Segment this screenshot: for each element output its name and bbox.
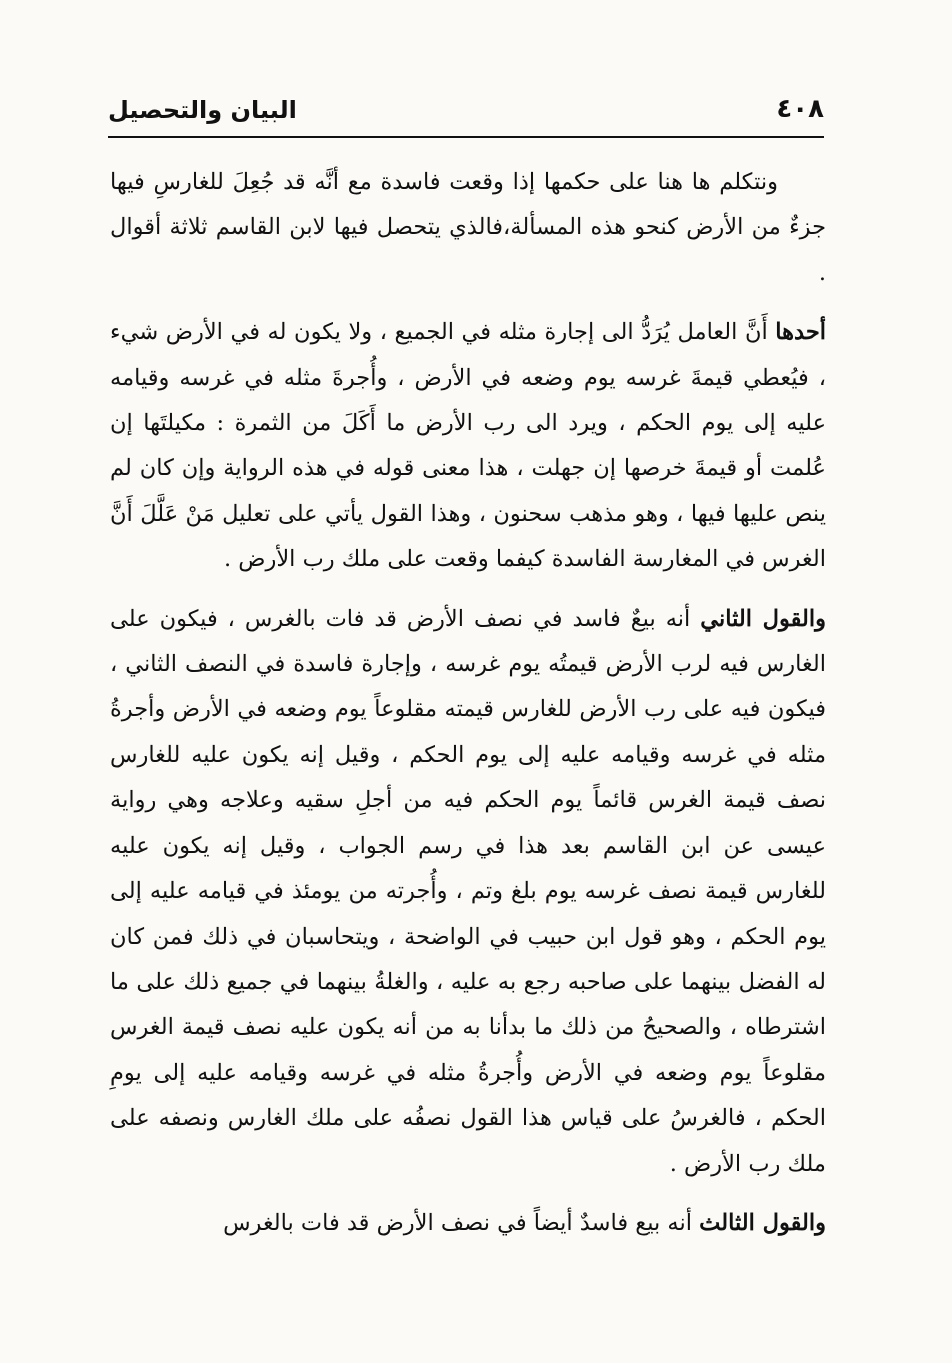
paragraph-second-opinion: [110, 597, 826, 1187]
paragraph-text: ونتكلم ها هنا على حكمها إذا وقعت فاسدة مع أنَّه قد جُعِلَ للغارسِ فيها جزءٌ من الأرض كنحو هذه المسألة،فالذي يتحصل فيها لابن القاسم ثلاثة أقوال .: [110, 169, 826, 286]
paragraph-first-opinion: [110, 310, 826, 582]
running-title: البيان والتحصيل: [108, 96, 297, 124]
paragraph-third-opinion: [110, 1201, 826, 1246]
page-header: [108, 92, 824, 138]
paragraph-intro: [110, 160, 826, 296]
paragraph-lead: والقول الثالث: [699, 1209, 826, 1236]
paragraph-lead: والقول الثاني: [700, 605, 826, 632]
paragraph-text: أنه بيع فاسدٌ أيضاً في نصف الأرض قد فات بالغرس: [223, 1209, 700, 1236]
paragraph-text: أنه بيعٌ فاسد في نصف الأرض قد فات بالغرس ، فيكون على الغارس فيه لرب الأرض قيمتُه يوم غرسه ، وإجارة فاسدة في النصف الثاني ، فيكون فيه على رب الأرض للغارس قيمته مقلوعاً يوم وضعه في الأرض وأجرةُ مثله في غرسه وقيامه عليه إلى يوم الحكم ، وقيل إنه يكون عليه للغارس نصف قيمة الغرس قائماً يوم الحكم فيه من أجلِ سقيه وعلاجه وهي رواية عيسى عن ابن القاسم بعد هذا في رسم الجواب ، وقيل إنه يكون عليه للغارس قيمة نصف غرسه يوم بلغ وتم ، وأُجرته من يومئذ في قيامه عليه إلى يوم الحكم ، وهو قول ابن حبيب في الواضحة ، ويتحاسبان في ذلك فمن كان له الفضل بينهما على صاحبه رجع به عليه ، والغلةُ بينهما في جميع ذلك على ما اشترطاه ، والصحيحُ من ذلك ما بدأنا به من أنه يكون عليه نصف قيمة الغرس مقلوعاً يوم وضعه في الأرض وأُجرةُ مثله في غرسه وقيامه عليه إلى يومِ الحكم ، فالغرسُ على قياس هذا القول نصفُه على ملك الغارس ونصفه على ملك رب الأرض .: [110, 605, 826, 1177]
page-number: ٤٠٨: [776, 94, 824, 124]
paragraph-text: أَنَّ العامل يُرَدُّ الى إجارة مثله في الجميع ، ولا يكون له في الأرض شيء ، فيُعطي قيمةَ غرسه يوم وضعه في الأرض ، وأُجرةَ مثله في غرسه وقيامه عليه إلى يوم الحكم ، ويرد الى رب الأرض ما أَكَلَ من الثمرة : مكيلتَها إن عُلمت أو قيمةَ خرصها إن جهلت ، هذا معنى قوله في هذه الرواية وإن كان لم ينص عليها فيها ، وهو مذهب سحنون ، وهذا القول يأتي على تعليل مَنْ عَلَّلَ أَنَّ الغرس في المغارسة الفاسدة كيفما وقعت على ملك رب الأرض .: [110, 319, 826, 573]
body-text: [110, 160, 826, 1260]
paragraph-lead: أحدها: [775, 319, 826, 346]
